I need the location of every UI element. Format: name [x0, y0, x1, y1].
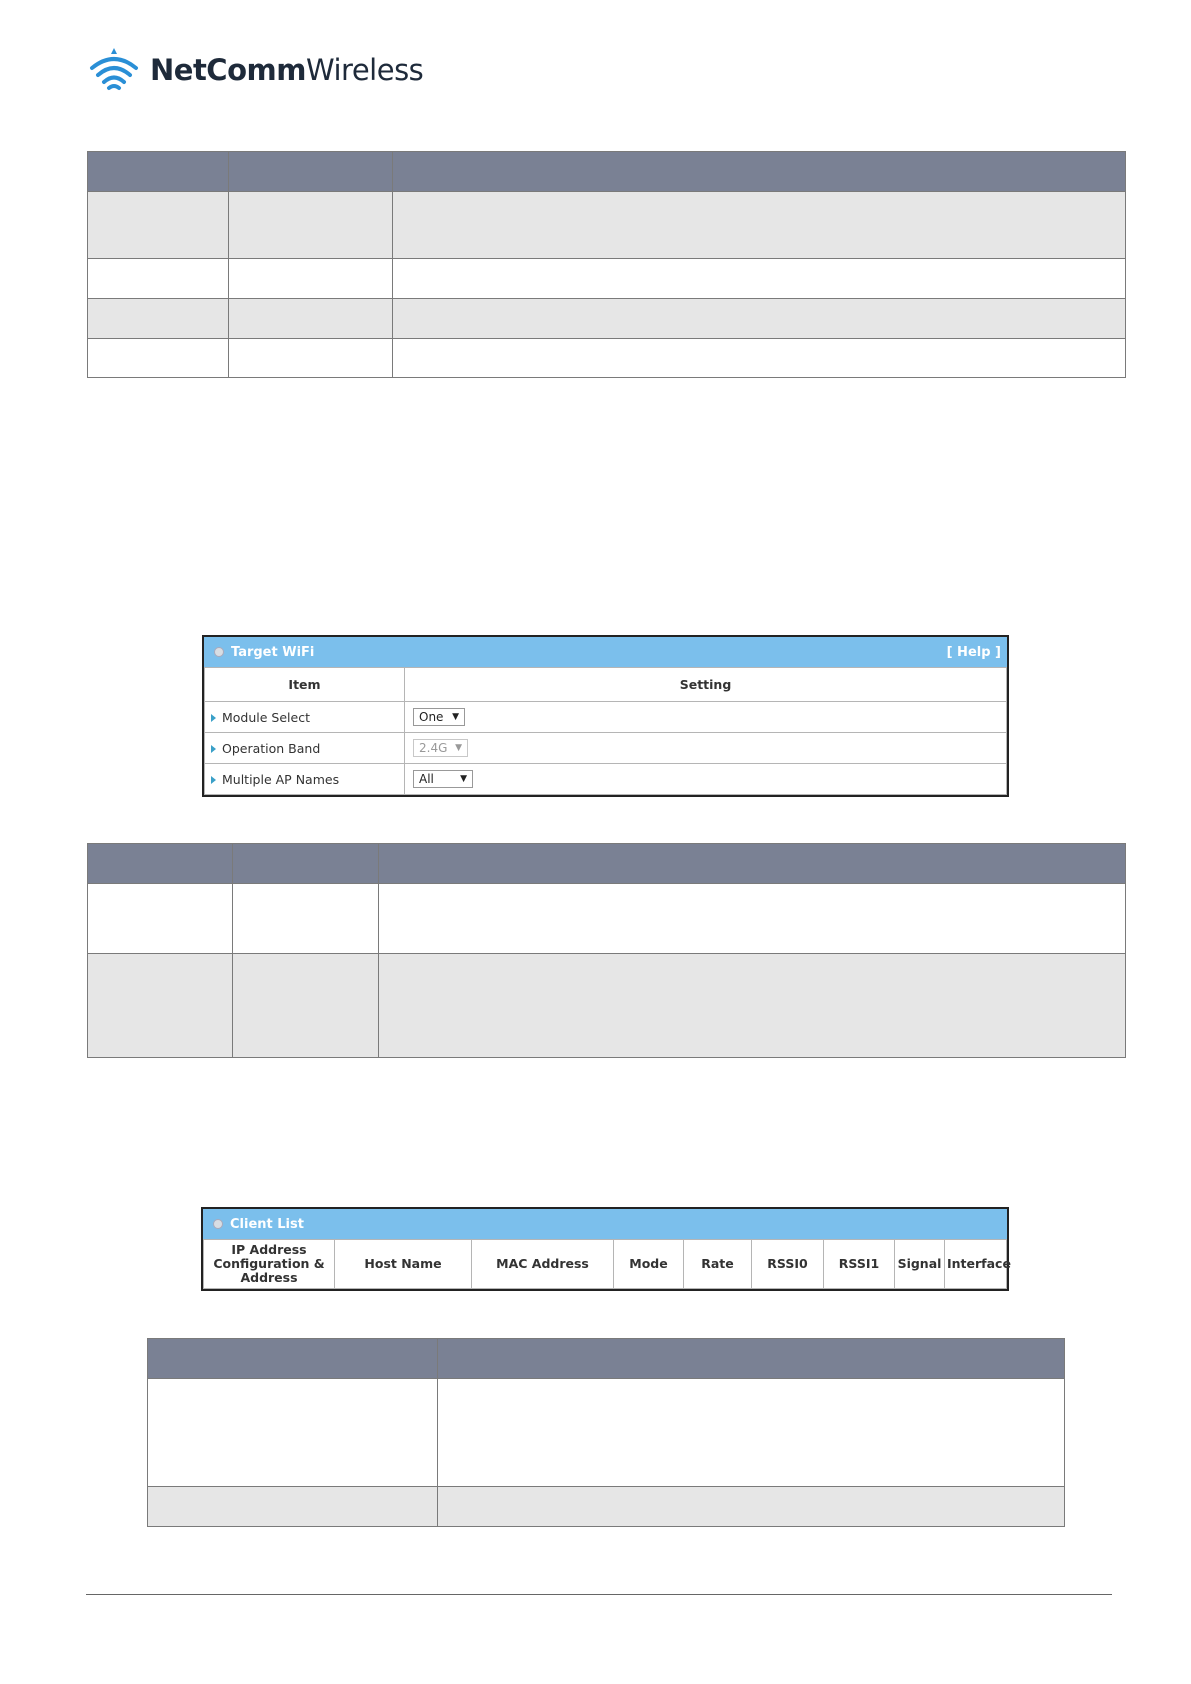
table-cell — [88, 299, 229, 339]
table-cell — [229, 259, 393, 299]
panel-title: Target WiFi — [231, 644, 315, 660]
table-cell — [438, 1379, 1065, 1487]
table-row — [88, 339, 1126, 378]
collapse-bullet-icon[interactable] — [214, 647, 224, 657]
table-cell — [379, 954, 1126, 1058]
doc-table-1 — [87, 151, 1126, 378]
client-list-panel — [201, 1207, 1009, 1291]
brand-name-bold: NetComm — [150, 53, 306, 87]
triangle-right-icon — [211, 776, 216, 784]
table-cell — [233, 954, 379, 1058]
table-row — [148, 1379, 1065, 1487]
table-cell — [438, 1487, 1065, 1527]
table-cell — [88, 954, 233, 1058]
column-header-interface[interactable]: Interface — [945, 1240, 1007, 1289]
setting-label: Multiple AP Names — [222, 771, 340, 787]
target-wifi-header — [204, 637, 1007, 667]
setting-row-multiple-ap-names — [205, 764, 1007, 795]
column-header-mac-address[interactable]: MAC Address — [472, 1240, 614, 1289]
doc-table-3 — [147, 1338, 1065, 1527]
setting-label: Module Select — [222, 709, 310, 725]
setting-row-operation-band — [205, 733, 1007, 764]
multiple-ap-names-dropdown[interactable] — [413, 770, 473, 788]
triangle-right-icon — [211, 714, 216, 722]
table-row — [88, 299, 1126, 339]
client-list-header-row — [204, 1240, 1007, 1289]
column-header-mode[interactable]: Mode — [614, 1240, 684, 1289]
table-row — [148, 1487, 1065, 1527]
table-cell — [229, 192, 393, 259]
module-select-dropdown[interactable] — [413, 708, 465, 726]
column-header-rssi1[interactable]: RSSI1 — [824, 1240, 895, 1289]
table-header-row — [88, 152, 1126, 192]
table-header-cell — [88, 152, 229, 192]
table-cell — [233, 884, 379, 954]
dropdown-value: All — [419, 772, 434, 786]
dropdown-value: One — [419, 710, 444, 724]
table-cell — [379, 884, 1126, 954]
table-cell — [88, 339, 229, 378]
column-header-rate[interactable]: Rate — [684, 1240, 752, 1289]
column-header-setting: Setting — [405, 668, 1007, 702]
doc-table-2 — [87, 843, 1126, 1058]
table-row — [88, 954, 1126, 1058]
table-header-cell — [379, 844, 1126, 884]
triangle-right-icon — [211, 745, 216, 753]
brand-name-light: Wireless — [305, 53, 424, 87]
panel-title: Client List — [230, 1216, 304, 1232]
table-cell — [393, 339, 1126, 378]
client-list-header — [203, 1209, 1007, 1239]
footer-divider — [86, 1594, 1112, 1595]
column-header-host-name[interactable]: Host Name — [335, 1240, 472, 1289]
column-header-rssi0[interactable]: RSSI0 — [752, 1240, 824, 1289]
chevron-down-icon: ▼ — [455, 743, 462, 753]
collapse-bullet-icon[interactable] — [213, 1219, 223, 1229]
table-cell — [229, 339, 393, 378]
help-link[interactable]: [ Help ] — [946, 644, 1001, 660]
table-header-cell — [88, 844, 233, 884]
target-wifi-table — [204, 667, 1007, 795]
table-cell — [393, 259, 1126, 299]
dropdown-value: 2.4G — [419, 741, 448, 755]
table-cell — [88, 192, 229, 259]
table-cell — [88, 259, 229, 299]
table-row — [88, 192, 1126, 259]
chevron-down-icon: ▼ — [452, 712, 459, 722]
table-header-cell — [233, 844, 379, 884]
setting-label: Operation Band — [222, 740, 321, 756]
chevron-down-icon: ▼ — [460, 774, 467, 784]
target-wifi-panel — [202, 635, 1009, 797]
table-header-cell — [393, 152, 1126, 192]
wifi-logo-icon — [88, 46, 140, 94]
table-header-cell — [438, 1339, 1065, 1379]
table-header-cell — [229, 152, 393, 192]
table-cell — [148, 1487, 438, 1527]
operation-band-dropdown — [413, 739, 468, 757]
netcomm-logo — [88, 44, 423, 96]
table-cell — [393, 192, 1126, 259]
table-header-cell — [148, 1339, 438, 1379]
column-header-item: Item — [205, 668, 405, 702]
table-header-row — [88, 844, 1126, 884]
column-header-signal[interactable]: Signal — [895, 1240, 945, 1289]
table-cell — [148, 1379, 438, 1487]
table-row — [88, 259, 1126, 299]
column-header-ip-address[interactable]: IP Address Configuration & Address — [204, 1240, 335, 1289]
setting-row-module-select — [205, 702, 1007, 733]
client-list-table — [203, 1239, 1011, 1289]
table-cell — [88, 884, 233, 954]
table-header-row — [148, 1339, 1065, 1379]
table-row — [88, 884, 1126, 954]
table-cell — [393, 299, 1126, 339]
table-cell — [229, 299, 393, 339]
